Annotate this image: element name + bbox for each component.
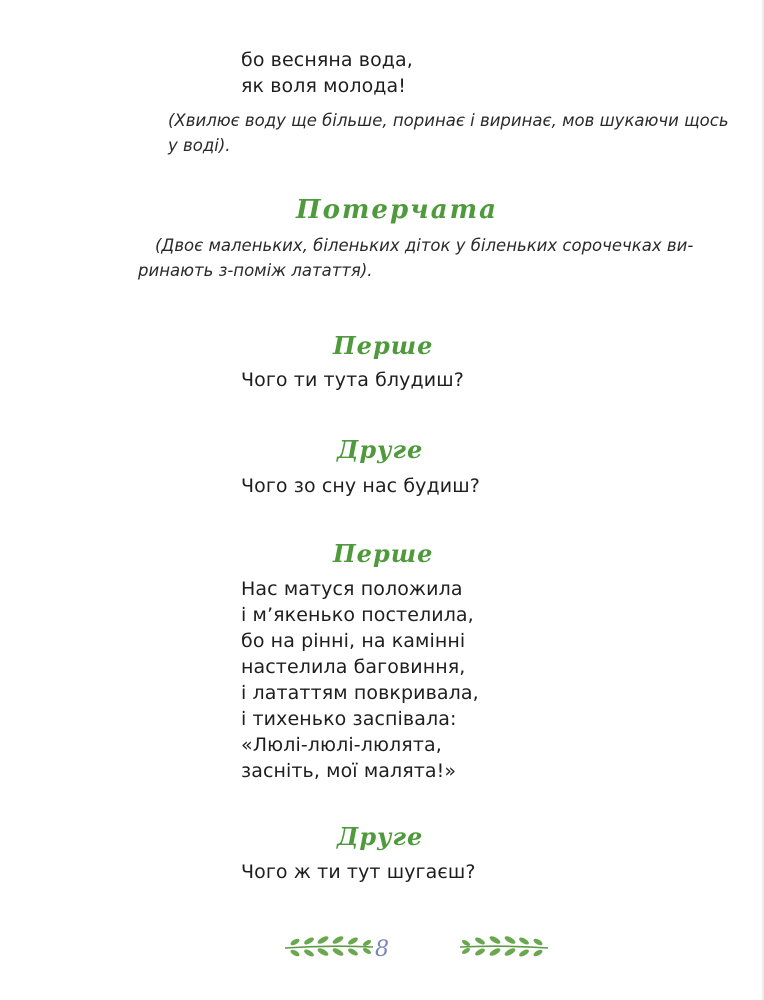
- speaker-name: Перше: [333, 331, 434, 360]
- speech-line: «Люлі-люлі-люлята,: [241, 734, 442, 756]
- speech-line: і лататтям повкривала,: [241, 682, 479, 704]
- speech: [241, 367, 464, 393]
- speaker-name: Друге: [337, 822, 424, 851]
- section-heading: Потерчата: [296, 195, 498, 225]
- stage-direction-1: [168, 108, 729, 158]
- speech: [241, 473, 480, 499]
- speech-line: і м’якенько постелила,: [241, 604, 474, 626]
- speech-line: бо на рінні, на камінні: [241, 630, 466, 652]
- verse-line: бо весняна вода,: [241, 49, 413, 71]
- stage-direction-2: [138, 233, 693, 283]
- page-number: 8: [375, 937, 389, 962]
- stage-line: у воді).: [168, 136, 231, 155]
- speech-line: настелила баговиння,: [241, 656, 466, 678]
- speaker-name: Друге: [337, 435, 424, 464]
- speech-line: Чого ж ти тут шугаєш?: [241, 861, 476, 883]
- speech-line: Чого ти тута блудиш?: [241, 369, 464, 391]
- leaf-branch-icon: [458, 934, 550, 960]
- opening-verse: [241, 47, 413, 99]
- speech: [241, 859, 476, 885]
- speech-line: Нас матуся положила: [241, 578, 463, 600]
- speech-line: і тихенько заспівала:: [241, 708, 457, 730]
- stage-line: (Хвилює воду ще більше, поринає і виринає, мов шукаючи щось: [168, 111, 729, 130]
- speech-line: засніть, мої малята!»: [241, 760, 457, 782]
- verse-line: як воля молода!: [241, 75, 407, 97]
- stage-line: ринають з-поміж латаття).: [138, 261, 373, 280]
- speaker-name: Перше: [333, 539, 434, 568]
- stage-line: (Двоє маленьких, біленьких діток у біленьких сорочечках ви-: [155, 236, 694, 255]
- speech: [241, 576, 479, 784]
- speech-line: Чого зо сну нас будиш?: [241, 475, 480, 497]
